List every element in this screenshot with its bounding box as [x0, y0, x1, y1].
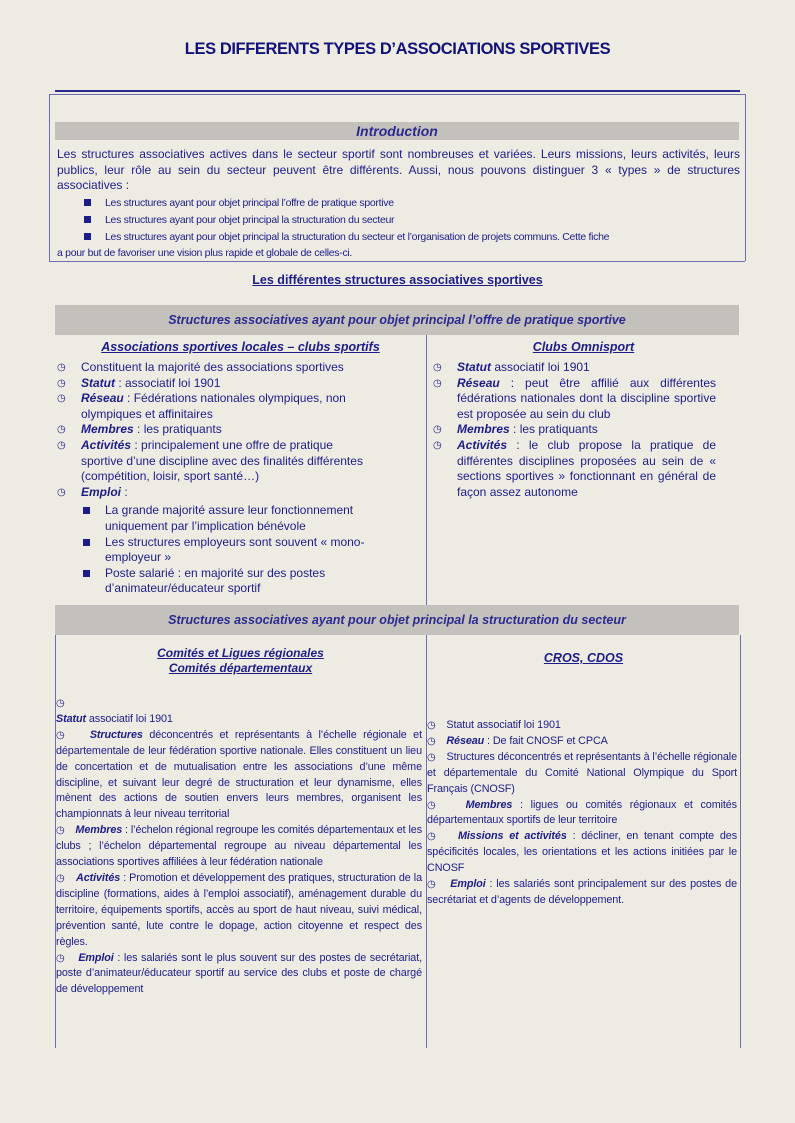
- section1-left-title: Associations sportives locales – clubs sportifs: [101, 340, 380, 354]
- list-item: ◷ Membres : les pratiquants: [433, 422, 598, 437]
- list-item: ◷ Emploi : les salariés sont le plus souvent sur des postes de secrétariat, poste d’animateur/éducateur sportif au service des clubs et poste de chargé de développement: [56, 951, 422, 996]
- sub-list-item: Poste salarié : en majorité sur des postes d’animateur/éducateur sportif: [55, 566, 370, 597]
- intro-tail: a pour but de favoriser une vision plus rapide et globale de celles-ci.: [57, 246, 353, 259]
- intro-heading: Introduction: [55, 122, 739, 140]
- clock-icon: ◷: [427, 799, 466, 811]
- page-title: LES DIFFERENTS TYPES D’ASSOCIATIONS SPORTIVES: [184, 40, 611, 58]
- section1-left-list: [55, 360, 370, 597]
- section1-right-list: [431, 360, 716, 500]
- clock-icon: ◷: [427, 879, 451, 891]
- list-item: ◷ Membres : ligues ou comités régionaux et comités départementaux sportifs de leur territoire: [427, 798, 737, 827]
- list-item: ◷ Statut associatif loi 1901: [427, 719, 561, 731]
- section1-right-title: Clubs Omnisport: [532, 340, 635, 354]
- square-bullet-icon: [84, 233, 91, 240]
- section1-heading: Structures associatives ayant pour objet principal l’offre de pratique sportive: [55, 305, 739, 335]
- clock-icon: ◷: [57, 393, 66, 405]
- square-bullet-icon: [83, 539, 90, 546]
- clock-icon: ◷: [427, 720, 447, 731]
- list-item: ◷ Structures déconcentrés et représentants à l’échelle régionale et départementale de leur fédération sportive nationale. Elles constituent un lieu de concertation et de mutualisation entre les associations d’une même discipline, et suivant leur degré de structuration et leur dynamisme, elles mènent des actions de soutien envers leurs membres, organisent les championnats à leur niveau territorial: [56, 728, 422, 821]
- frame-right-top: [745, 94, 746, 261]
- section1-column-divider: [426, 335, 427, 605]
- section2-heading: Structures associatives ayant pour objet principal la structuration du secteur: [55, 605, 739, 635]
- list-item: ◷ Emploi :: [57, 484, 128, 499]
- clock-icon: ◷: [57, 377, 66, 389]
- section-title: Les différentes structures associatives sportives: [252, 273, 543, 287]
- intro-list-item: Les structures ayant pour objet principal la structuration du secteur et l’organisation de projets communs. Cette fiche: [57, 229, 740, 246]
- list-item: ◷ Réseau : peut être affilié aux différentes fédérations nationales dont la discipline sportive est proposée au sein du club: [433, 375, 716, 421]
- clock-icon: ◷: [57, 362, 66, 373]
- clock-icon: ◷: [57, 424, 66, 436]
- list-item: ◷ Réseau : De fait CNOSF et CPCA: [427, 734, 608, 747]
- section2-right-title: CROS, CDOS: [543, 651, 624, 665]
- clock-icon: ◷: [427, 831, 458, 843]
- list-item: ◷ Statut associatif loi 1901: [433, 360, 590, 374]
- clock-icon: ◷: [433, 362, 442, 373]
- clock-icon: ◷: [56, 729, 90, 741]
- intro-list-item: Les structures ayant pour objet principal la structuration du secteur: [57, 212, 740, 229]
- list-item: ◷ Structures déconcentrés et représentants à l’échelle régionale et départementale du Comité National Olympique du Sport Français (CNOSF): [427, 750, 737, 795]
- section2-right-list: [427, 718, 737, 909]
- intro-paragraph: Les structures associatives actives dans le secteur sportif sont nombreuses et variées. Leurs missions, leurs activités, leurs publics, leur rôle au sein du secteur peuvent être différents. Aussi, nous pouvons distinguer 3 « types » de structures associatives :: [57, 147, 740, 192]
- section2-left-title: Comités et Ligues régionales Comités départementaux: [157, 646, 324, 675]
- intro-list: [57, 195, 740, 246]
- intro-list-item: Les structures ayant pour objet principal l’offre de pratique sportive: [57, 195, 740, 212]
- clock-icon: ◷: [433, 439, 442, 451]
- sub-list-item: La grande majorité assure leur fonctionnement uniquement par l’implication bénévole: [55, 503, 370, 534]
- clock-icon: ◷: [433, 377, 442, 389]
- clock-icon: ◷: [56, 825, 76, 837]
- clock-icon: ◷: [56, 952, 79, 964]
- list-item: ◷ Réseau : Fédérations nationales olympiques, non olympiques et affinitaires: [57, 391, 346, 421]
- list-item: ◷ Constituent la majorité des associations sportives: [57, 360, 344, 374]
- frame-left-top: [49, 94, 50, 261]
- square-bullet-icon: [83, 507, 90, 514]
- intro-divider: [49, 261, 745, 262]
- clock-icon: ◷: [56, 872, 77, 884]
- list-item: ◷ Activités : Promotion et développement des pratiques, structuration de la discipline (formations, aides à l’emploi associatif), aménagement durable du territoire, équipements sportifs, accès au sport de haut niveau, suivi médical, prévention santé, lute contre le dopage, action citoyenne et respect des règles.: [56, 871, 422, 948]
- list-item: ◷ Emploi : les salariés sont principalement sur des postes de secrétariat et d’agents de développement.: [427, 878, 737, 906]
- statut-line: ◷ Statut associatif loi 1901: [56, 696, 422, 728]
- clock-icon: ◷: [427, 751, 447, 763]
- list-item: ◷ Activités : le club propose la pratique de différentes disciplines proposées au sein de « sections sportives » fonctionnant en général de façon assez autonome: [433, 437, 716, 499]
- clock-icon: ◷: [57, 439, 66, 451]
- square-bullet-icon: [83, 570, 90, 577]
- list-item: ◷ Membres : les pratiquants: [57, 422, 222, 437]
- frame-top: [49, 94, 745, 95]
- list-item: ◷ Membres : l’échelon régional regroupe les comités départementaux et les clubs ; l’échelon départemental regroupe au niveau départemental les associations sportives affiliées à leur fédération nationale: [56, 824, 422, 869]
- clock-icon: ◷: [56, 698, 65, 709]
- title-divider: [55, 90, 740, 92]
- section2-right-border: [740, 635, 741, 1048]
- clock-icon: ◷: [57, 486, 66, 498]
- square-bullet-icon: [84, 216, 91, 223]
- sub-list-item: Les structures employeurs sont souvent « mono-employeur »: [55, 535, 370, 566]
- intro-block: [57, 147, 740, 260]
- square-bullet-icon: [84, 199, 91, 206]
- list-item: ◷ Missions et activités : décliner, en tenant compte des spécificités locales, les orientations et les actions initiées par le CNOSF: [427, 830, 737, 875]
- clock-icon: ◷: [427, 735, 447, 747]
- clock-icon: ◷: [433, 424, 442, 436]
- section2-left-list: [56, 696, 422, 998]
- list-item: ◷ Activités : principalement une offre de pratique sportive d’une discipline avec des finalités différentes (compétition, loisir, sport santé…): [57, 437, 363, 484]
- list-item: ◷ Statut : associatif loi 1901: [57, 375, 221, 390]
